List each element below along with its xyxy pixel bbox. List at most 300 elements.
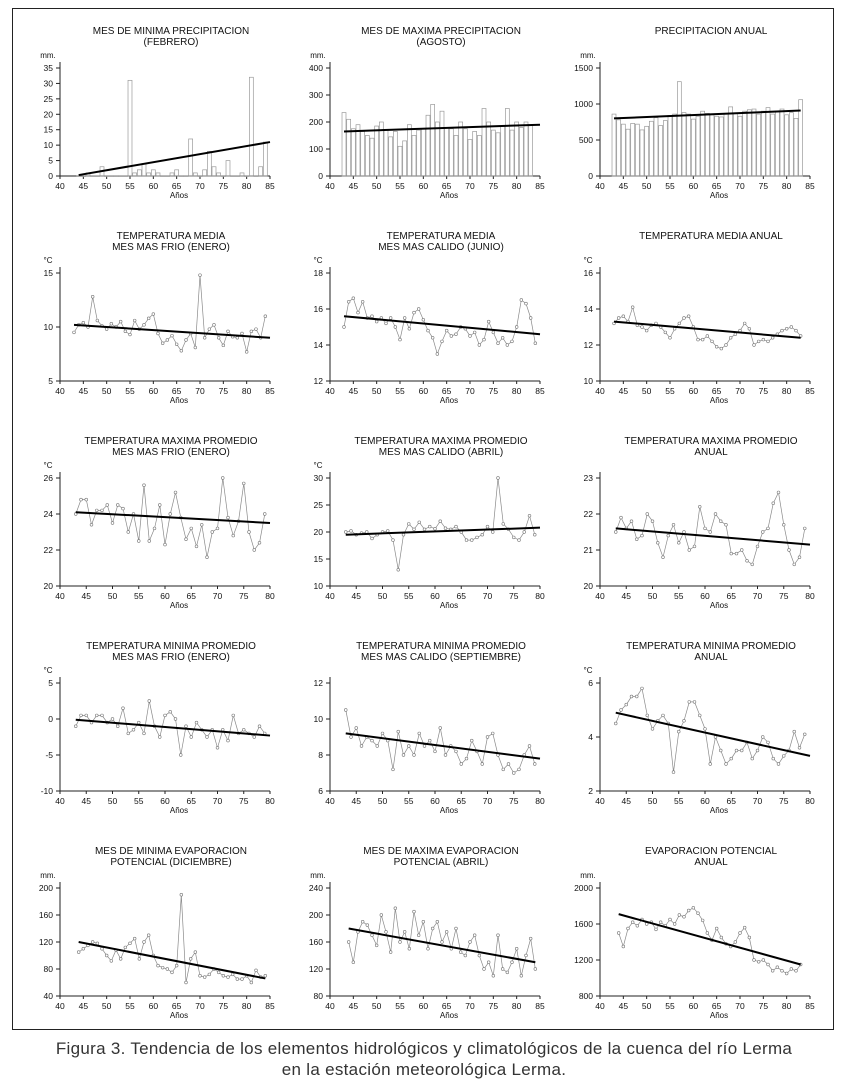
bar [771, 114, 775, 176]
data-point [487, 961, 490, 964]
data-point [662, 714, 665, 717]
y-tick-label: 100 [308, 144, 323, 154]
data-point [248, 531, 251, 534]
data-point [693, 545, 696, 548]
y-tick-label: 120 [308, 964, 323, 974]
data-point [520, 974, 523, 977]
data-point [617, 317, 620, 320]
data-point [798, 556, 801, 559]
x-tick-label: 45 [351, 591, 361, 601]
y-tick-label: 240 [308, 883, 323, 893]
data-point [534, 968, 537, 971]
data-point [227, 739, 230, 742]
bar [351, 129, 355, 176]
data-point [124, 330, 127, 333]
x-tick-label: 60 [148, 181, 159, 191]
bar [137, 170, 141, 176]
data-point [725, 763, 728, 766]
data-point [641, 326, 644, 329]
data-point [677, 541, 680, 544]
data-point [343, 326, 346, 329]
bar [426, 115, 430, 176]
x-tick-label: 50 [377, 591, 388, 601]
data-point [95, 714, 98, 717]
data-point [441, 340, 444, 343]
data-point [455, 333, 458, 336]
chart-title: TEMPERATURA MAXIMA PROMEDIO [84, 436, 258, 447]
data-point [232, 534, 235, 537]
chart-title: MES DE MINIMA EVAPORACION [94, 846, 248, 857]
data-point [518, 768, 521, 771]
chart-panel-p9 [562, 426, 831, 631]
bar [375, 126, 379, 176]
chart-svg-p15 [562, 836, 831, 1041]
bar [631, 123, 635, 176]
x-tick-label: 55 [395, 181, 405, 191]
data-point [529, 317, 532, 320]
data-point [672, 523, 675, 526]
data-point [417, 934, 420, 937]
y-tick-label: 1200 [574, 955, 593, 965]
data-point [386, 530, 389, 533]
data-point [683, 915, 686, 918]
data-point [667, 534, 670, 537]
data-point [119, 957, 122, 960]
data-point [110, 960, 113, 963]
y-tick-label: 10 [313, 714, 323, 724]
data-point [77, 951, 80, 954]
data-point [729, 336, 732, 339]
data-point [222, 344, 225, 347]
data-point [620, 516, 623, 519]
x-tick-label: 55 [395, 1001, 405, 1011]
data-point [795, 969, 798, 972]
data-point [622, 945, 625, 948]
data-point [664, 331, 667, 334]
data-point [124, 946, 127, 949]
bar [705, 113, 709, 176]
data-point [669, 336, 672, 339]
data-point [486, 736, 489, 739]
data-point [344, 709, 347, 712]
y-tick-label: 25 [313, 500, 323, 510]
data-point [748, 327, 751, 330]
data-point [222, 974, 225, 977]
x-tick-label: 80 [781, 386, 792, 396]
chart-svg-p10 [22, 631, 291, 836]
x-tick-label: 40 [595, 1001, 605, 1011]
x-tick-label: 55 [134, 591, 144, 601]
x-tick-label: 50 [371, 181, 382, 191]
chart-title: TEMPERATURA MINIMA PROMEDIO [626, 641, 796, 652]
x-tick-label: 80 [781, 1001, 792, 1011]
chart-title: TEMPERATURA MAXIMA PROMEDIO [354, 436, 528, 447]
x-tick-label: 75 [758, 181, 769, 191]
data-point [132, 728, 135, 731]
x-tick-label: 60 [700, 591, 710, 601]
trend-line [344, 316, 540, 334]
data-point [227, 976, 230, 979]
data-point [106, 504, 109, 507]
data-point [428, 525, 431, 528]
data-point [166, 339, 169, 342]
x-tick-label: 70 [195, 386, 205, 396]
data-point [397, 730, 400, 733]
data-point [523, 531, 526, 534]
chart-title: MES DE MAXIMA PRECIPITACION [361, 26, 521, 37]
data-point [418, 521, 421, 524]
data-point [669, 918, 672, 921]
data-point [350, 736, 353, 739]
chart-svg-p5 [292, 221, 561, 426]
y-tick-label: 120 [38, 937, 53, 947]
data-point [777, 491, 780, 494]
y-axis-unit-label: °C [43, 666, 53, 675]
bar [617, 120, 621, 176]
bar [361, 131, 365, 176]
data-point [166, 968, 169, 971]
x-tick-label: 55 [674, 796, 684, 806]
data-point [427, 947, 430, 950]
bar [95, 176, 99, 177]
x-tick-label: 70 [212, 591, 223, 601]
data-point [402, 533, 405, 536]
series-line [616, 688, 805, 772]
data-point [445, 329, 448, 332]
x-tick-label: 60 [148, 1001, 159, 1011]
data-point [175, 964, 178, 967]
chart-title: MES MAS CALIDO (SEPTIEMBRE) [360, 652, 522, 663]
chart-svg-p2 [292, 16, 561, 221]
data-point [402, 754, 405, 757]
data-point [185, 981, 188, 984]
chart-svg-p13 [22, 836, 291, 1041]
bar [263, 142, 267, 176]
data-point [512, 536, 515, 539]
data-point [491, 531, 494, 534]
data-point [158, 504, 161, 507]
y-tick-label: 30 [43, 78, 53, 89]
data-point [263, 513, 266, 516]
bar [459, 122, 463, 176]
x-tick-label: 55 [395, 386, 405, 396]
data-point [211, 531, 214, 534]
data-point [127, 732, 130, 735]
data-point [157, 332, 160, 335]
data-point [360, 745, 363, 748]
data-point [157, 964, 160, 967]
chart-title: TEMPERATURA MINIMA PROMEDIO [356, 641, 526, 652]
x-tick-label: 70 [752, 591, 763, 601]
chart-title: TEMPERATURA MEDIA ANUAL [639, 231, 783, 242]
data-point [746, 559, 749, 562]
bar [231, 176, 235, 177]
x-tick-label: 45 [348, 181, 359, 191]
chart-title: (AGOSTO) [416, 37, 466, 48]
x-tick-label: 85 [535, 386, 545, 396]
data-point [161, 966, 164, 969]
data-point [428, 739, 431, 742]
x-tick-label: 65 [186, 591, 196, 601]
data-point [704, 728, 707, 731]
data-point [790, 968, 793, 971]
chart-title: EVAPORACION POTENCIAL [644, 846, 778, 857]
x-tick-label: 65 [456, 796, 466, 806]
data-point [771, 336, 774, 339]
data-point [408, 947, 411, 950]
data-point [264, 974, 267, 977]
bar [710, 115, 714, 176]
x-tick-label: 85 [535, 1001, 545, 1011]
y-tick-label: 20 [43, 109, 53, 120]
y-tick-label: 200 [38, 883, 53, 893]
y-tick-label: 40 [43, 991, 53, 1001]
data-point [625, 703, 628, 706]
data-point [169, 513, 172, 516]
data-point [781, 969, 784, 972]
x-axis-label: Años [709, 191, 729, 200]
y-tick-label: 5 [48, 678, 53, 688]
data-point [129, 333, 132, 336]
data-point [630, 520, 633, 523]
data-point [418, 732, 421, 735]
x-tick-label: 60 [148, 386, 159, 396]
data-point [491, 732, 494, 735]
data-point [355, 727, 358, 730]
x-tick-label: 55 [134, 796, 144, 806]
y-axis-unit-label: mm. [580, 871, 596, 880]
bar [766, 108, 770, 176]
data-point [408, 327, 411, 330]
y-tick-label: 22 [43, 545, 53, 555]
data-point [478, 954, 481, 957]
figure-caption-line-1: Figura 3. Tendencia de los elementos hidrológicos y climatológicos de la cuenca del río Lerma [55, 1039, 793, 1058]
data-point [199, 974, 202, 977]
data-point [772, 757, 775, 760]
bar [212, 167, 216, 176]
chart-title: MES DE MAXIMA EVAPORACION [363, 846, 519, 857]
bar [449, 129, 453, 176]
data-point [133, 319, 136, 322]
data-point [743, 322, 746, 325]
bar [123, 176, 127, 177]
bar [389, 137, 393, 176]
data-point [641, 687, 644, 690]
chart-panel-p15 [562, 836, 831, 1041]
x-tick-label: 80 [781, 181, 792, 191]
data-point [394, 907, 397, 910]
y-tick-label: 800 [578, 991, 593, 1001]
bar [435, 122, 439, 176]
data-point [507, 763, 510, 766]
x-tick-label: 70 [752, 796, 763, 806]
x-tick-label: 40 [55, 796, 65, 806]
data-point [459, 951, 462, 954]
x-tick-label: 45 [618, 181, 629, 191]
x-tick-label: 40 [325, 1001, 335, 1011]
x-axis-label: Años [709, 1011, 729, 1020]
data-point [371, 934, 374, 937]
chart-panel-p4 [22, 221, 291, 426]
x-axis-label: Años [709, 396, 729, 405]
data-point [439, 727, 442, 730]
x-tick-label: 65 [186, 796, 196, 806]
x-axis-label: Años [169, 806, 189, 815]
data-point [380, 914, 383, 917]
bar [445, 127, 449, 176]
data-point [785, 327, 788, 330]
x-tick-label: 40 [595, 796, 605, 806]
data-point [399, 338, 402, 341]
x-tick-label: 80 [511, 1001, 522, 1011]
data-point [697, 338, 700, 341]
bar [203, 170, 207, 176]
data-point [719, 520, 722, 523]
data-point [803, 527, 806, 530]
data-point [614, 722, 617, 725]
x-tick-label: 55 [674, 591, 684, 601]
data-point [720, 347, 723, 350]
y-tick-label: 10 [583, 376, 593, 386]
data-point [469, 335, 472, 338]
data-point [129, 942, 132, 945]
y-tick-label: 6 [318, 786, 323, 796]
bar [245, 176, 249, 177]
y-tick-label: 0 [588, 171, 593, 181]
data-point [91, 941, 94, 944]
y-axis-unit-label: °C [43, 461, 53, 470]
data-point [683, 531, 686, 534]
y-axis-unit-label: mm. [580, 51, 596, 60]
x-tick-label: 80 [241, 1001, 252, 1011]
x-tick-label: 80 [511, 386, 522, 396]
bar [105, 176, 109, 177]
chart-grid [22, 16, 830, 1026]
data-point [171, 971, 174, 974]
x-tick-label: 45 [81, 591, 91, 601]
x-tick-label: 45 [348, 1001, 359, 1011]
data-point [143, 323, 146, 326]
bar [184, 176, 188, 177]
data-point [701, 338, 704, 341]
data-point [441, 941, 444, 944]
x-tick-label: 85 [805, 181, 815, 191]
x-tick-label: 45 [78, 386, 89, 396]
data-point [497, 477, 500, 480]
data-point [762, 959, 765, 962]
trend-line [614, 110, 801, 118]
data-point [617, 932, 620, 935]
bar [77, 176, 81, 177]
y-tick-label: 4 [588, 732, 593, 742]
chart-title: ANUAL [694, 652, 728, 663]
data-point [352, 961, 355, 964]
data-point [464, 954, 467, 957]
chart-title: MES MAS FRIO (ENERO) [112, 447, 230, 458]
bar [621, 124, 625, 176]
data-point [217, 971, 220, 974]
x-tick-label: 60 [688, 181, 699, 191]
x-axis-label: Años [169, 191, 189, 200]
data-point [631, 921, 634, 924]
x-tick-label: 45 [78, 1001, 89, 1011]
data-point [793, 730, 796, 733]
data-point [90, 523, 93, 526]
bar [81, 176, 85, 177]
data-point [533, 763, 536, 766]
trend-line [616, 528, 810, 544]
data-point [179, 754, 182, 757]
y-tick-label: 160 [38, 910, 53, 920]
x-tick-label: 75 [509, 796, 519, 806]
data-point [753, 344, 756, 347]
x-tick-label: 40 [55, 181, 65, 191]
data-point [518, 539, 521, 542]
data-point [185, 339, 188, 342]
data-point [216, 527, 219, 530]
bar [114, 176, 118, 177]
bar [440, 111, 444, 176]
data-point [481, 763, 484, 766]
x-tick-label: 75 [779, 796, 789, 806]
data-point [101, 714, 104, 717]
bar [505, 109, 509, 177]
x-tick-label: 75 [239, 591, 249, 601]
data-point [697, 912, 700, 915]
data-point [258, 541, 261, 544]
data-point [646, 513, 649, 516]
figure-caption-line-2: en la estación meteorológica Lerma. [281, 1060, 567, 1079]
data-point [96, 942, 99, 945]
y-axis-unit-label: °C [583, 666, 593, 675]
y-axis-unit-label: mm. [310, 51, 326, 60]
chart-title: MES MAS FRIO (ENERO) [112, 242, 230, 253]
data-point [704, 527, 707, 530]
x-tick-label: 50 [107, 796, 118, 806]
bar [789, 113, 793, 176]
data-point [392, 539, 395, 542]
chart-svg-p7 [22, 426, 291, 631]
y-tick-label: 20 [43, 581, 53, 591]
y-tick-label: 23 [583, 473, 593, 483]
data-point [217, 336, 220, 339]
trend-line [619, 914, 801, 964]
bar [259, 167, 263, 176]
bar [454, 136, 458, 177]
data-point [195, 721, 198, 724]
trend-line [76, 720, 270, 736]
y-tick-label: 16 [313, 304, 323, 314]
data-point [751, 563, 754, 566]
data-point [659, 921, 662, 924]
data-point [761, 531, 764, 534]
x-tick-label: 85 [535, 181, 545, 191]
data-point [757, 340, 760, 343]
bar [668, 116, 672, 176]
x-tick-label: 85 [265, 1001, 275, 1011]
x-tick-label: 60 [700, 796, 710, 806]
chart-title: ANUAL [694, 857, 728, 868]
trend-line [346, 528, 540, 535]
x-tick-label: 45 [618, 386, 629, 396]
bar [179, 176, 183, 177]
data-point [688, 701, 691, 704]
data-point [236, 978, 239, 981]
data-point [111, 522, 114, 525]
y-tick-label: 25 [43, 93, 53, 104]
data-point [371, 537, 374, 540]
x-tick-label: 55 [125, 181, 135, 191]
